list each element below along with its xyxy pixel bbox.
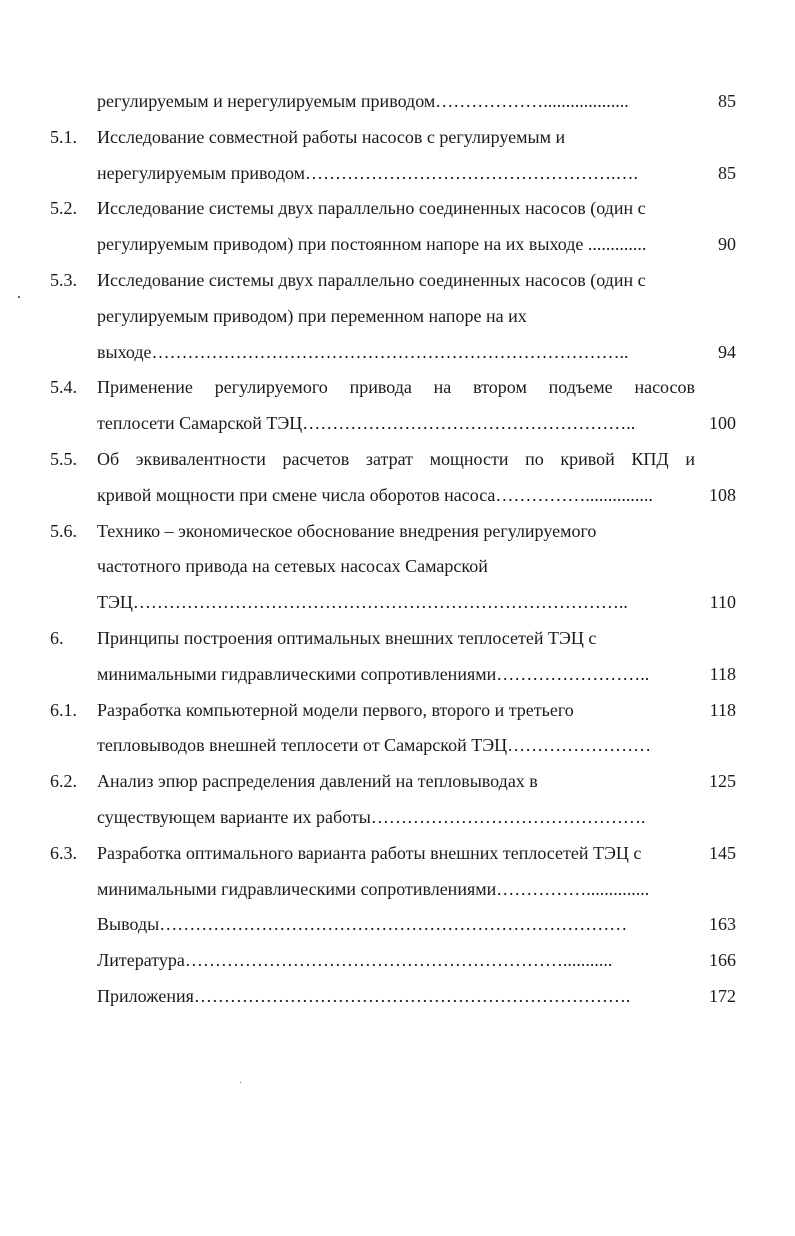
page-number: 85 bbox=[718, 91, 736, 111]
toc-line bbox=[0, 478, 795, 514]
section-title-line: теплосети Самарской ТЭЦ……………………………………………….. bbox=[97, 413, 636, 434]
section-title-line: Об эквивалентности расчетов затрат мощности по кривой КПД и bbox=[97, 448, 695, 469]
section-title-line: нерегулируемым приводом…………………………………………….…. bbox=[97, 162, 639, 183]
section-title-line: Литература………………………………………………………........... bbox=[97, 950, 613, 971]
page-number: 172 bbox=[709, 985, 736, 1006]
section-title-line: минимальными гидравлическими сопротивлениями…………………….. bbox=[97, 663, 650, 684]
section-number: 6.3. bbox=[50, 842, 77, 863]
toc-line bbox=[0, 800, 795, 836]
page-number: 90 bbox=[718, 234, 736, 255]
section-title-line: Анализ эпюр распределения давлений на тепловыводах в bbox=[97, 771, 538, 792]
section-title-line: Применение регулируемого привода на втором подъеме насосов bbox=[97, 377, 695, 398]
section-title-line: кривой мощности при смене числа оборотов насоса……………............... bbox=[97, 484, 653, 505]
section-number: 5.1. bbox=[50, 126, 77, 147]
toc-line bbox=[0, 120, 795, 156]
section-title-line: минимальными гидравлическими сопротивлениями…………….............. bbox=[97, 878, 650, 899]
toc-line bbox=[0, 191, 795, 227]
toc-entry bbox=[0, 263, 795, 370]
toc-entry bbox=[0, 514, 795, 621]
toc-line bbox=[0, 84, 795, 120]
section-title-line: Приложения………………………………………………………………. bbox=[97, 985, 631, 1006]
section-title-line: регулируемым и нерегулируемым приводом………………................... bbox=[97, 91, 629, 111]
section-title-line: Исследование системы двух параллельно соединенных насосов (один с bbox=[97, 269, 646, 290]
section-number: 5.6. bbox=[50, 520, 77, 541]
page-number: 163 bbox=[709, 914, 736, 935]
section-title-line: выходе…………………………………………………………………….. bbox=[97, 341, 629, 362]
section-title-line: Разработка компьютерной модели первого, второго и третьего bbox=[97, 699, 574, 720]
toc-entry bbox=[0, 621, 795, 693]
page-number: 85 bbox=[718, 162, 736, 183]
toc-line bbox=[0, 370, 795, 406]
toc-entry bbox=[0, 764, 795, 836]
page-number: 108 bbox=[709, 484, 736, 505]
toc-line bbox=[0, 156, 795, 192]
toc-entry bbox=[0, 84, 795, 120]
toc-line bbox=[0, 406, 795, 442]
scan-speck bbox=[240, 1082, 241, 1083]
toc-line bbox=[0, 335, 795, 371]
page-number: 94 bbox=[718, 341, 736, 362]
page-number: 118 bbox=[709, 663, 736, 684]
toc-line bbox=[0, 836, 795, 872]
section-title-line: регулируемым приводом) при постоянном напоре на их выходе ............. bbox=[97, 234, 647, 255]
toc-line bbox=[0, 943, 795, 979]
section-number: 6.1. bbox=[50, 699, 77, 720]
toc-line bbox=[0, 227, 795, 263]
section-title-line: Исследование совместной работы насосов с регулируемым и bbox=[97, 126, 566, 147]
section-title-line: тепловыводов внешней теплосети от Самарской ТЭЦ…………………… bbox=[97, 735, 652, 756]
toc-line bbox=[0, 299, 795, 335]
section-number: 6.2. bbox=[50, 771, 77, 792]
toc-line bbox=[0, 263, 795, 299]
toc-entry bbox=[0, 370, 795, 442]
section-title-line: Принципы построения оптимальных внешних теплосетей ТЭЦ с bbox=[97, 627, 597, 648]
section-number: 5.2. bbox=[50, 198, 77, 219]
scan-speck bbox=[18, 296, 20, 298]
table-of-contents bbox=[0, 84, 795, 1015]
toc-entry bbox=[0, 693, 795, 765]
section-title-line: Выводы…………………………………………………………………… bbox=[97, 914, 628, 935]
toc-entry bbox=[0, 442, 795, 514]
section-title-line: существующем варианте их работы………………………………………. bbox=[97, 806, 646, 827]
toc-line bbox=[0, 979, 795, 1015]
section-number: 5.4. bbox=[50, 377, 77, 398]
toc-line bbox=[0, 907, 795, 943]
toc-entry bbox=[0, 120, 795, 192]
page-number: 166 bbox=[709, 950, 736, 971]
toc-line bbox=[0, 585, 795, 621]
toc-line bbox=[0, 764, 795, 800]
section-number: 5.5. bbox=[50, 448, 77, 469]
toc-line bbox=[0, 549, 795, 585]
page-number: 125 bbox=[709, 771, 736, 792]
page-number: 118 bbox=[709, 699, 736, 720]
toc-entry bbox=[0, 907, 795, 943]
section-number: 5.3. bbox=[50, 269, 77, 290]
section-title-line: регулируемым приводом) при переменном напоре на их bbox=[97, 305, 527, 326]
section-title-line: Технико – экономическое обоснование внедрения регулируемого bbox=[97, 520, 597, 541]
toc-line bbox=[0, 514, 795, 550]
toc-entry bbox=[0, 836, 795, 908]
toc-line bbox=[0, 621, 795, 657]
section-title-line: частотного привода на сетевых насосах Самарской bbox=[97, 556, 488, 577]
page-number: 110 bbox=[709, 592, 736, 613]
page-number: 100 bbox=[709, 413, 736, 434]
section-title-line: Разработка оптимального варианта работы внешних теплосетей ТЭЦ с bbox=[97, 842, 642, 863]
page-number: 145 bbox=[709, 842, 736, 863]
toc-entry bbox=[0, 979, 795, 1015]
section-title-line: ТЭЦ……………………………………………………………………….. bbox=[97, 592, 628, 613]
toc-entry bbox=[0, 191, 795, 263]
toc-line bbox=[0, 657, 795, 693]
toc-line bbox=[0, 872, 795, 908]
toc-line bbox=[0, 693, 795, 729]
section-number: 6. bbox=[50, 627, 64, 648]
toc-entry bbox=[0, 943, 795, 979]
toc-line bbox=[0, 728, 795, 764]
section-title-line: Исследование системы двух параллельно соединенных насосов (один с bbox=[97, 198, 646, 219]
toc-line bbox=[0, 442, 795, 478]
